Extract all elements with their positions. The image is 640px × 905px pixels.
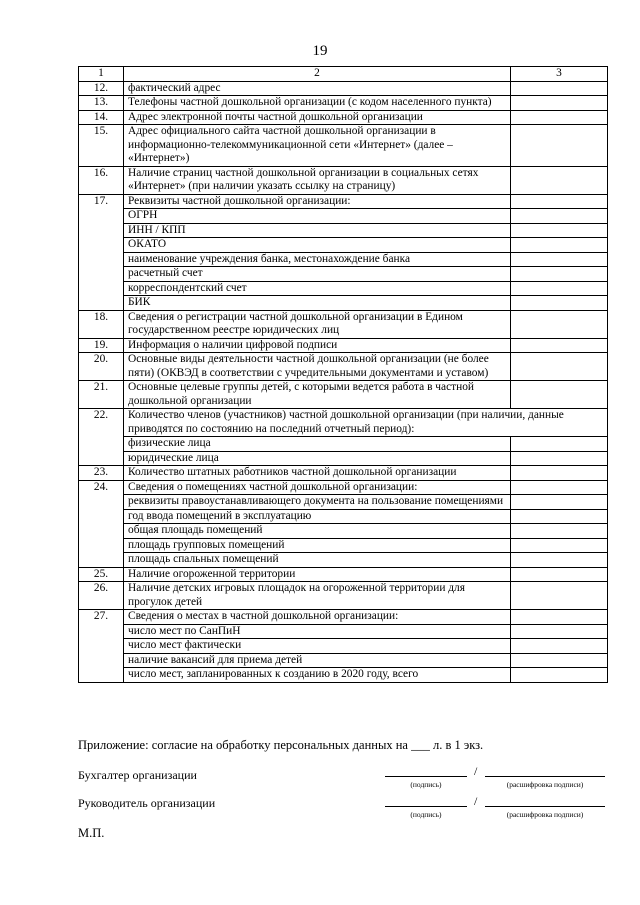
value-cell[interactable] — [511, 480, 608, 495]
value-cell[interactable] — [511, 238, 608, 253]
subrow-label: общая площадь помещений — [124, 524, 511, 539]
table-row — [79, 125, 608, 167]
stamp-label: М.П. — [78, 826, 105, 840]
table-row — [79, 338, 608, 353]
table-row — [79, 166, 608, 194]
value-cell[interactable] — [511, 281, 608, 296]
subrow-label: корреспондентский счет — [124, 281, 511, 296]
subrow-label: наличие вакансий для приема детей — [124, 653, 511, 668]
subrow-label: БИК — [124, 296, 511, 311]
value-cell[interactable] — [511, 653, 608, 668]
value-cell[interactable] — [511, 267, 608, 282]
value-cell[interactable] — [511, 223, 608, 238]
table-subrow — [79, 538, 608, 553]
value-cell[interactable] — [511, 451, 608, 466]
header-cell: 2 — [124, 67, 511, 82]
table-row — [79, 582, 608, 610]
table-subrow — [79, 624, 608, 639]
decode-caption: (расшифровка подписи) — [506, 780, 584, 789]
value-cell[interactable] — [511, 639, 608, 654]
subrow-label: число мест фактически — [124, 639, 511, 654]
table-subrow — [79, 296, 608, 311]
value-cell[interactable] — [511, 524, 608, 539]
row-label: Сведения о регистрации частной дошкольной организации в Едином государственном реестре юридических лиц — [124, 310, 511, 338]
value-cell[interactable] — [511, 252, 608, 267]
accountant-label: Бухгалтер организации — [78, 768, 197, 782]
subrow-label: юридические лица — [124, 451, 511, 466]
row-label: Наличие страниц частной дошкольной организации в социальных сетях «Интернет» (при наличии указать ссылку на страницу) — [124, 166, 511, 194]
row-label: Информация о наличии цифровой подписи — [124, 338, 511, 353]
table-subrow — [79, 437, 608, 452]
table-row — [79, 567, 608, 582]
value-cell[interactable] — [511, 538, 608, 553]
row-label: фактический адрес — [124, 81, 511, 96]
row-label: Количество членов (участников) частной дошкольной организации (при наличии, данные приводятся по состоянию на последний отчетный период): — [124, 409, 608, 437]
value-cell[interactable] — [511, 96, 608, 111]
sign-caption: (подпись) — [410, 780, 442, 789]
row-label: Наличие детских игровых площадок на огороженной территории для прогулок детей — [124, 582, 511, 610]
value-cell[interactable] — [511, 125, 608, 167]
value-cell[interactable] — [511, 381, 608, 409]
table-row — [79, 353, 608, 381]
table-row — [79, 409, 608, 437]
table-subrow — [79, 668, 608, 683]
value-cell[interactable] — [511, 296, 608, 311]
row-label: Количество штатных работников частной дошкольной организации — [124, 466, 511, 481]
value-cell[interactable] — [511, 310, 608, 338]
slash: / — [474, 764, 478, 778]
sign-caption: (подпись) — [410, 810, 442, 819]
table-row — [79, 110, 608, 125]
table-subrow — [79, 451, 608, 466]
row-number: 16. — [79, 166, 124, 194]
row-label: Основные виды деятельности частной дошкольной организации (не более пяти) (ОКВЭД в соответствии с учредительными документами и уставом) — [124, 353, 511, 381]
row-number: 15. — [79, 125, 124, 167]
row-number: 25. — [79, 567, 124, 582]
value-cell[interactable] — [511, 338, 608, 353]
appendix-note: Приложение: согласие на обработку персональных данных на ___ л. в 1 экз. — [78, 738, 484, 752]
value-cell[interactable] — [511, 553, 608, 568]
value-cell[interactable] — [511, 466, 608, 481]
subrow-label: число мест, запланированных к созданию в 2020 году, всего — [124, 668, 511, 683]
director-sign-line[interactable] — [385, 806, 467, 807]
table-subrow — [79, 553, 608, 568]
table-row — [79, 381, 608, 409]
value-cell[interactable] — [511, 353, 608, 381]
row-label: Сведения о помещениях частной дошкольной организации: — [124, 480, 511, 495]
row-label: Адрес официального сайта частной дошкольной организации в информационно-телекоммуникационной сети «Интернет» (далее – «Интернет») — [124, 125, 511, 167]
row-number: 24. — [79, 480, 124, 567]
value-cell[interactable] — [511, 610, 608, 625]
row-number: 22. — [79, 409, 124, 466]
subrow-label: год ввода помещений в эксплуатацию — [124, 509, 511, 524]
row-label: Адрес электронной почты частной дошкольной организации — [124, 110, 511, 125]
table-row — [79, 480, 608, 495]
value-cell[interactable] — [511, 110, 608, 125]
table-row — [79, 310, 608, 338]
row-label: Наличие огороженной территории — [124, 567, 511, 582]
value-cell[interactable] — [511, 582, 608, 610]
value-cell[interactable] — [511, 624, 608, 639]
decode-caption: (расшифровка подписи) — [506, 810, 584, 819]
table-subrow — [79, 509, 608, 524]
director-label: Руководитель организации — [78, 796, 216, 810]
subrow-label: наименование учреждения банка, местонахождение банка — [124, 252, 511, 267]
subrow-label: ИНН / КПП — [124, 223, 511, 238]
table-subrow — [79, 252, 608, 267]
row-number: 26. — [79, 582, 124, 610]
value-cell[interactable] — [511, 81, 608, 96]
subrow-label: ОКАТО — [124, 238, 511, 253]
value-cell[interactable] — [511, 194, 608, 209]
row-number: 12. — [79, 81, 124, 96]
row-label: Телефоны частной дошкольной организации (с кодом населенного пункта) — [124, 96, 511, 111]
subrow-label: реквизиты правоустанавливающего документа на пользование помещениями — [124, 495, 511, 510]
row-label: Сведения о местах в частной дошкольной организации: — [124, 610, 511, 625]
table-row — [79, 466, 608, 481]
table-header-row — [79, 67, 608, 82]
subrow-label: физические лица — [124, 437, 511, 452]
table-subrow — [79, 238, 608, 253]
table-row — [79, 81, 608, 96]
row-number: 20. — [79, 353, 124, 381]
subrow-label: площадь спальных помещений — [124, 553, 511, 568]
subrow-label: число мест по СанПиН — [124, 624, 511, 639]
subrow-label: площадь групповых помещений — [124, 538, 511, 553]
value-cell[interactable] — [511, 567, 608, 582]
table-subrow — [79, 639, 608, 654]
accountant-sign-line[interactable] — [385, 776, 467, 777]
accountant-decode-line[interactable] — [485, 776, 605, 777]
row-number: 21. — [79, 381, 124, 409]
row-number: 19. — [79, 338, 124, 353]
table-subrow — [79, 495, 608, 510]
table-subrow — [79, 209, 608, 224]
slash: / — [474, 794, 478, 808]
value-cell[interactable] — [511, 209, 608, 224]
table-subrow — [79, 267, 608, 282]
row-label: Основные целевые группы детей, с которыми ведется работа в частной дошкольной организации — [124, 381, 511, 409]
row-label: Реквизиты частной дошкольной организации: — [124, 194, 511, 209]
director-decode-line[interactable] — [485, 806, 605, 807]
value-cell[interactable] — [511, 166, 608, 194]
row-number: 23. — [79, 466, 124, 481]
value-cell[interactable] — [511, 509, 608, 524]
table-subrow — [79, 223, 608, 238]
page-number: 19 — [312, 43, 328, 59]
row-number: 27. — [79, 610, 124, 683]
value-cell[interactable] — [511, 668, 608, 683]
value-cell[interactable] — [511, 437, 608, 452]
table-row — [79, 96, 608, 111]
header-cell: 1 — [79, 67, 124, 82]
table-subrow — [79, 281, 608, 296]
info-table — [78, 66, 608, 683]
subrow-label: ОГРН — [124, 209, 511, 224]
row-number: 14. — [79, 110, 124, 125]
subrow-label: расчетный счет — [124, 267, 511, 282]
row-number: 17. — [79, 194, 124, 310]
value-cell[interactable] — [511, 495, 608, 510]
header-cell: 3 — [511, 67, 608, 82]
table-subrow — [79, 653, 608, 668]
row-number: 18. — [79, 310, 124, 338]
table-row — [79, 194, 608, 209]
row-number: 13. — [79, 96, 124, 111]
table-subrow — [79, 524, 608, 539]
table-row — [79, 610, 608, 625]
